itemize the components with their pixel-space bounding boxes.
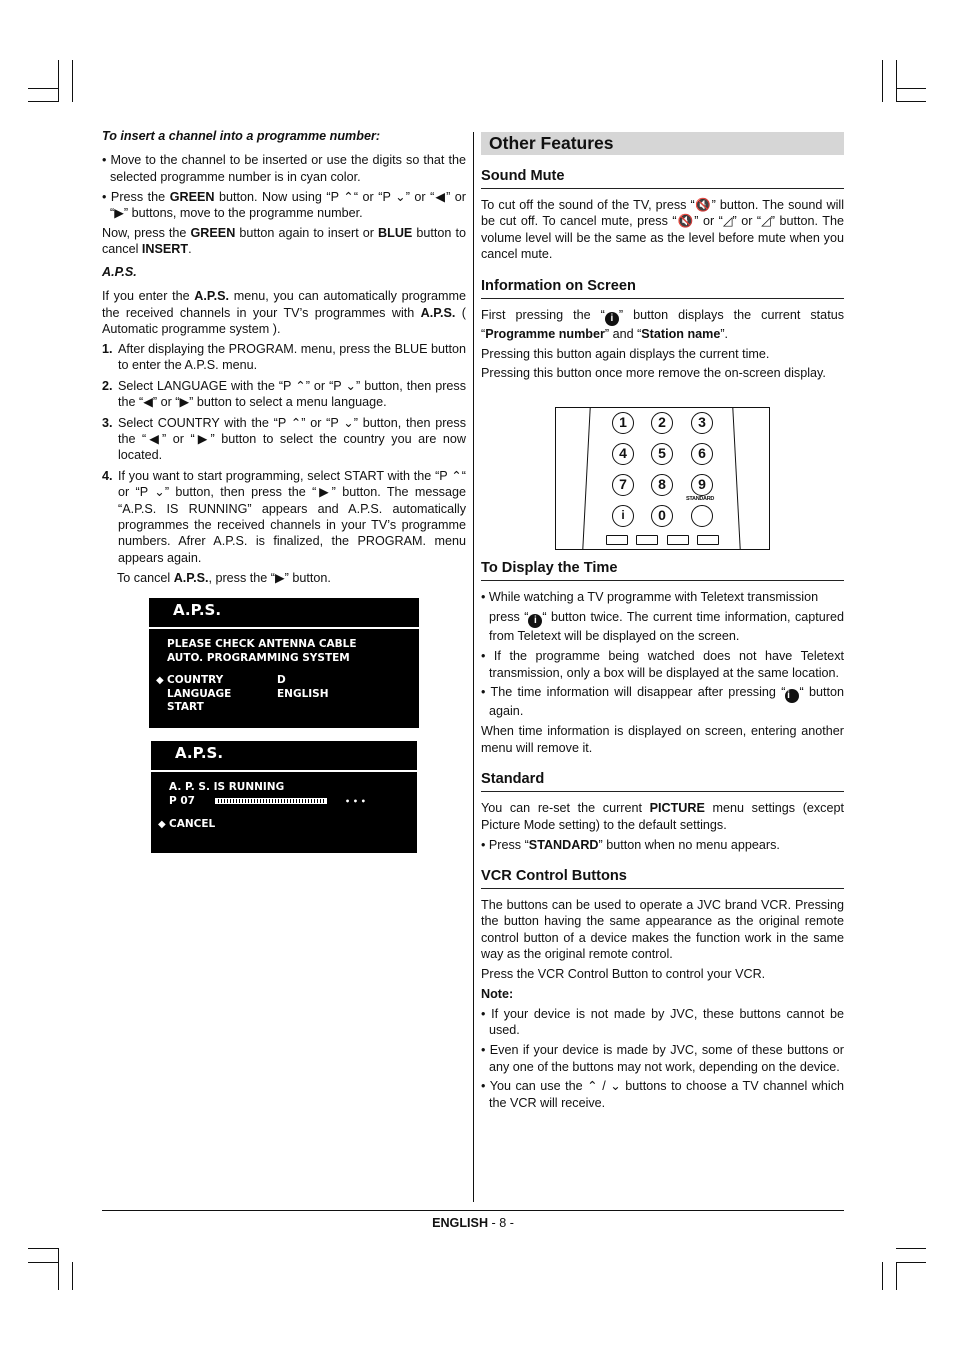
- info-text-3: Pressing this button once more remove the on-screen display.: [481, 366, 826, 381]
- osd-line-1: PLEASE CHECK ANTENNA CABLE: [167, 638, 357, 650]
- crop-mark: [58, 60, 59, 102]
- color-button-green: [636, 535, 658, 545]
- time-bullet-1b: press “ i “ button twice. The current time information, captured from Teletext will be displayed on the screen.: [489, 610, 844, 644]
- osd-country-value: D: [277, 674, 286, 686]
- aps-intro: If you enter the A.P.S. menu, you can automatically programme the received channels in your TV’s programmes with A.P.S. ( Automatic programme system ).: [102, 289, 467, 337]
- key-8-button: 8: [651, 474, 673, 496]
- key-0-button: 0: [651, 505, 673, 527]
- right-column: [481, 132, 844, 1115]
- osd-prog: P 07: [169, 794, 195, 807]
- crop-mark: [28, 101, 58, 102]
- info-icon: i: [528, 614, 542, 628]
- crop-mark: [28, 1262, 58, 1263]
- info-text-2: Pressing this button again displays the current time.: [481, 346, 770, 361]
- crop-mark: [72, 1262, 73, 1290]
- osd-title: A.P.S.: [173, 601, 222, 619]
- osd-progress-row: [169, 795, 417, 809]
- osd-cancel: CANCEL: [169, 818, 216, 830]
- aps-step-1: 1. After displaying the PROGRAM. menu, press the BLUE button to enter the A.P.S. menu.: [102, 341, 466, 373]
- color-button-yellow: [667, 535, 689, 545]
- time-bullet-2: • If the programme being watched does not have Teletext transmission, only a box will be displayed at the same location.: [481, 649, 844, 680]
- info-key-button: i: [612, 505, 634, 527]
- standard-label: STANDARD: [686, 496, 715, 502]
- key-1-button: 1: [612, 412, 634, 434]
- osd-dots: • • •: [345, 796, 366, 806]
- time-bullet-3: • The time information will disappear after pressing “ i “ button again.: [481, 685, 844, 719]
- color-button-blue: [697, 535, 719, 545]
- insert-paragraph: Now, press the GREEN button again to insert or BLUE button to cancel INSERT.: [102, 226, 466, 257]
- standard-button: [691, 505, 713, 527]
- osd-language-label: LANGUAGE: [167, 687, 232, 700]
- column-divider: [473, 132, 474, 1202]
- info-text-1: First pressing the “ i ” button displays the current status “Programme number” and “Station name”.: [481, 307, 844, 341]
- key-7-button: 7: [612, 474, 634, 496]
- footer-language: ENGLISH: [432, 1216, 489, 1230]
- aps-heading: A.P.S.: [102, 264, 137, 279]
- key-4-button: 4: [612, 443, 634, 465]
- vcr-text-2: Press the VCR Control Button to control your VCR.: [481, 967, 766, 982]
- osd-country-row: [156, 674, 419, 688]
- aps-running-screen: [151, 741, 417, 853]
- info-heading: Information on Screen: [481, 277, 844, 299]
- osd-cancel-row: [158, 818, 417, 832]
- crop-mark: [58, 1248, 59, 1290]
- crop-mark: [896, 88, 926, 89]
- note-bullet-2: • Even if your device is made by JVC, some of these buttons or any one of the buttons may not work, depending on the device.: [481, 1043, 844, 1074]
- insert-heading: To insert a channel into a programme number:: [102, 129, 381, 143]
- remote-edge-left: [582, 408, 590, 549]
- osd-title: A.P.S.: [175, 744, 224, 762]
- color-button-red: [606, 535, 628, 545]
- key-6-button: 6: [691, 443, 713, 465]
- aps-step-4: 4. If you want to start programming, select START with the “P ⌃“ or “P ⌄” button, then press the “▶” button. The message “A.P.S. IS RUNNING” appears and A.P.S. automatically programmes the received channels in your TV’s programme numbers. Afrer A.P.S. is finalized, the PROGRAM. menu appears again.: [102, 468, 466, 565]
- footer-page-number: - 8 -: [488, 1216, 514, 1230]
- time-heading: To Display the Time: [481, 559, 844, 581]
- standard-bullet: • Press “STANDARD” button when no menu appears.: [481, 837, 780, 852]
- note-bullet-3: • You can use the ⌃ / ⌄ buttons to choose a TV channel which the VCR will receive.: [481, 1079, 844, 1110]
- time-text: When time information is displayed on screen, entering another menu will remove it.: [481, 724, 844, 755]
- remote-illustration: [555, 407, 770, 550]
- insert-bullet-1: • Move to the channel to be inserted or use the digits so that the selected programme number is in cyan color.: [102, 153, 466, 184]
- key-9-button: 9: [691, 474, 713, 496]
- standard-heading: Standard: [481, 770, 844, 792]
- osd-line-2: AUTO. PROGRAMMING SYSTEM: [167, 651, 350, 664]
- cursor-icon: ◆: [156, 675, 164, 686]
- info-icon: i: [605, 312, 619, 326]
- crop-mark: [882, 1262, 883, 1290]
- time-bullet-1: • While watching a TV programme with Teletext transmission: [481, 590, 819, 605]
- aps-step-3: 3. Select COUNTRY with the “P ⌃” or “P ⌄” button, then press the “◀” or “▶” button to select the country you are now located.: [102, 415, 466, 463]
- vcr-heading: VCR Control Buttons: [481, 867, 844, 889]
- note-label: Note:: [481, 986, 514, 1001]
- osd-language-value: ENGLISH: [277, 687, 329, 700]
- note-bullet-1: • If your device is not made by JVC, these buttons cannot be used.: [481, 1006, 844, 1038]
- insert-bullet-2: • Press the GREEN button. Now using “P ⌃“ or “P ⌄” or “◀” or “▶” buttons, move to the programme number.: [102, 189, 466, 221]
- aps-menu-screen: [149, 598, 419, 728]
- sound-mute-heading: Sound Mute: [481, 167, 844, 189]
- aps-cancel: To cancel A.P.S., press the “▶” button.: [117, 571, 331, 586]
- cursor-icon: ◆: [158, 819, 166, 830]
- key-5-button: 5: [651, 443, 673, 465]
- crop-mark: [28, 88, 58, 89]
- sound-mute-text: To cut off the sound of the TV, press “🔇” button. The sound will be cut off. To cancel mute, press “🔇” or “◿” or “◿” button. The volume level will be the same as the level before mute when you cancel mute.: [481, 198, 844, 262]
- page-footer: [102, 1210, 844, 1231]
- crop-mark: [882, 60, 883, 102]
- key-2-button: 2: [651, 412, 673, 434]
- crop-mark: [896, 1262, 897, 1290]
- remote-edge-right: [732, 408, 740, 549]
- key-3-button: 3: [691, 412, 713, 434]
- osd-progress-bar: [215, 798, 327, 804]
- vcr-text-1: The buttons can be used to operate a JVC brand VCR. Pressing the button having the same appearance as the original remote control button of a device makes the function work in the same way as the original remote control.: [481, 897, 844, 962]
- left-column: [102, 128, 466, 590]
- crop-mark: [896, 101, 926, 102]
- crop-mark: [896, 60, 897, 102]
- crop-mark: [28, 1248, 58, 1249]
- osd-running: A. P. S. IS RUNNING: [169, 781, 285, 793]
- osd-language-row: [167, 688, 419, 702]
- standard-text: You can re-set the current PICTURE menu settings (except Picture Mode setting) to the default settings.: [481, 801, 844, 832]
- crop-mark: [896, 1262, 926, 1263]
- aps-step-2: 2. Select LANGUAGE with the “P ⌃” or “P ⌄” button, then press the “◀” or “▶” button to select a menu language.: [102, 378, 466, 410]
- crop-mark: [896, 1248, 926, 1249]
- section-title: Other Features: [481, 132, 844, 155]
- info-icon: i: [785, 689, 799, 703]
- osd-start: START: [167, 701, 204, 713]
- crop-mark: [72, 60, 73, 102]
- osd-country-label: COUNTRY: [167, 674, 224, 686]
